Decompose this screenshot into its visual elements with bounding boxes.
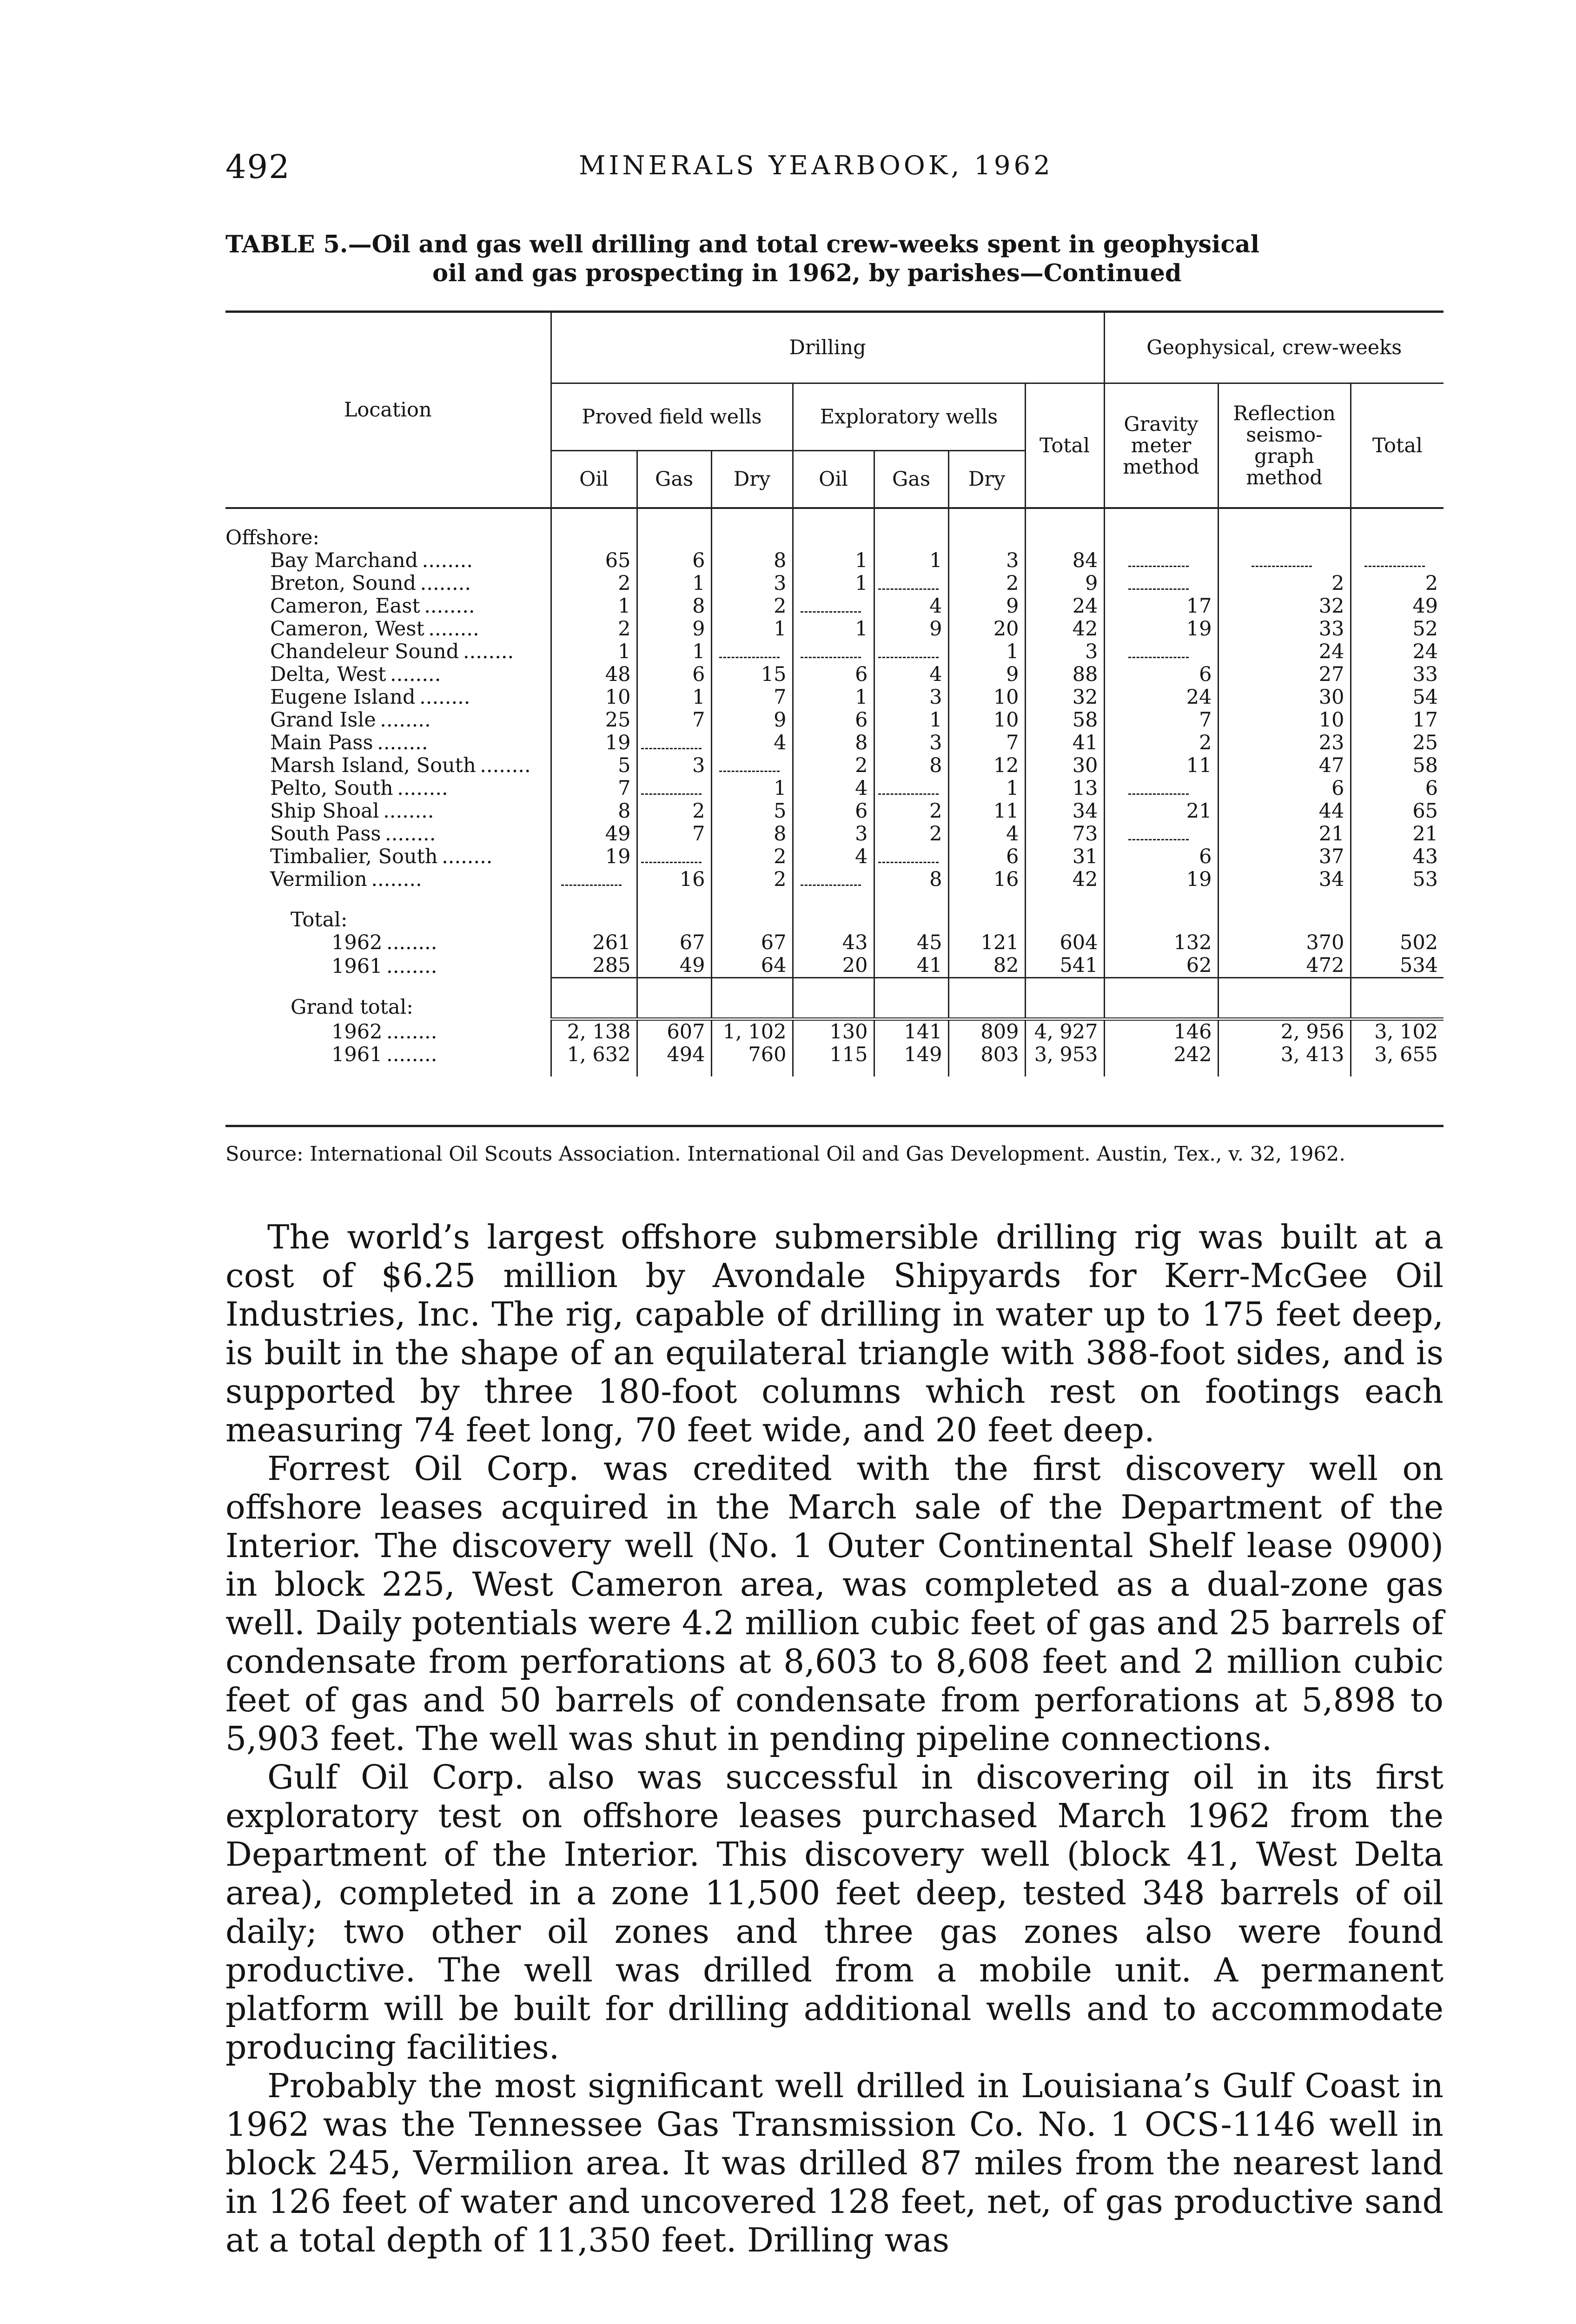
table-cell: 24 — [1104, 686, 1218, 709]
table-cell: 21 — [1351, 823, 1444, 845]
table-cell: 2 — [1218, 572, 1351, 595]
table-cell: 17 — [1104, 595, 1218, 618]
table-cell: 3 — [874, 732, 948, 754]
table-cell: 8 — [551, 800, 637, 823]
table-cell: 3 — [948, 549, 1025, 572]
table-cell: 84 — [1025, 549, 1104, 572]
table-cell: 541 — [1025, 954, 1104, 978]
row-label: 1961 ........ — [331, 954, 437, 978]
table-row — [225, 800, 1444, 823]
col-header-proved-gas: Gas — [637, 451, 711, 508]
table-caption-line-1: TABLE 5.—Oil and gas well drilling and total crew-weeks spent in geophysical — [225, 231, 1259, 258]
table-cell: 53 — [1351, 868, 1444, 891]
table-cell: 65 — [551, 549, 637, 572]
table-row — [225, 823, 1444, 845]
table-row — [225, 618, 1444, 640]
section-label-row — [225, 527, 1444, 549]
table-cell: 8 — [793, 732, 874, 754]
col-header-proved-dry: Dry — [711, 451, 793, 508]
table-cell — [874, 845, 948, 868]
table-cell: 9 — [948, 595, 1025, 618]
table-caption-line-2: oil and gas prospecting in 1962, by parishes—Continued — [432, 259, 1182, 287]
table-cell: 30 — [1025, 754, 1104, 777]
paragraph: Probably the most significant well drilled in Louisiana’s Gulf Coast in 1962 was the Tennessee Gas Transmission Co. No. 1 OCS-1146 well in block 245, Vermilion area. It was drilled 87 miles from the nearest land in 126 feet of water and uncovered 128 feet, net, of gas productive sand at a total depth of 11,350 feet. Drilling was — [225, 2067, 1444, 2259]
table-cell: 3 — [874, 686, 948, 709]
table-cell: 4 — [793, 777, 874, 800]
table-cell: 7 — [551, 777, 637, 800]
table-cell: 115 — [793, 1043, 874, 1066]
table-cell: 1 — [711, 618, 793, 640]
table-cell: 10 — [1218, 709, 1351, 732]
row-label: Marsh Island, South ........ — [270, 754, 531, 777]
table-cell: 42 — [1025, 618, 1104, 640]
row-label: Timbalier, South ........ — [270, 845, 493, 868]
table-cell: 43 — [1351, 845, 1444, 868]
row-label: Chandeleur Sound ........ — [270, 640, 514, 663]
table-cell: 6 — [793, 709, 874, 732]
table-cell: 32 — [1025, 686, 1104, 709]
table-cell: 1, 632 — [551, 1043, 637, 1066]
table-cell — [637, 777, 711, 800]
col-group-proved-field-wells: Proved field wells — [551, 383, 793, 451]
table-row — [225, 777, 1444, 800]
table-cell: 760 — [711, 1043, 793, 1066]
table-cell — [711, 754, 793, 777]
table-cell: 6 — [637, 663, 711, 686]
section-label-row — [225, 909, 1444, 931]
table-cell: 2 — [551, 618, 637, 640]
col-header-exploratory-dry: Dry — [948, 451, 1025, 508]
grand-total-row — [225, 1043, 1444, 1066]
table-cell: 20 — [793, 954, 874, 978]
table-cell: 6 — [793, 800, 874, 823]
table-cell: 32 — [1218, 595, 1351, 618]
col-header-geophysical-total: Total — [1351, 383, 1444, 508]
table-cell: 44 — [1218, 800, 1351, 823]
running-title: MINERALS YEARBOOK, 1962 — [579, 151, 1053, 181]
table-body — [225, 508, 1444, 1076]
table-cell: 20 — [948, 618, 1025, 640]
table-cell — [793, 595, 874, 618]
table-cell: 7 — [948, 732, 1025, 754]
table-cell: 48 — [551, 663, 637, 686]
table-cell: 8 — [711, 823, 793, 845]
table-cell — [1104, 823, 1218, 845]
table-cell: 19 — [551, 732, 637, 754]
table-cell: 10 — [551, 686, 637, 709]
table-cell: 64 — [711, 954, 793, 978]
table-cell: 2 — [551, 572, 637, 595]
table-cell: 1 — [637, 686, 711, 709]
table-cell: 1 — [637, 572, 711, 595]
table-cell — [711, 640, 793, 663]
table-cell: 52 — [1351, 618, 1444, 640]
table-cell — [874, 640, 948, 663]
grand-total-row — [225, 1019, 1444, 1043]
table-cell: 2, 956 — [1218, 1019, 1351, 1043]
table-cell: 54 — [1351, 686, 1444, 709]
section-label: Total: — [291, 908, 348, 931]
table-cell: 10 — [948, 686, 1025, 709]
table-cell: 9 — [1025, 572, 1104, 595]
table-cell: 121 — [948, 931, 1025, 954]
col-header-drilling-total: Total — [1025, 383, 1104, 508]
table-cell: 19 — [551, 845, 637, 868]
table-cell: 6 — [793, 663, 874, 686]
table-cell: 9 — [711, 709, 793, 732]
table-cell: 33 — [1351, 663, 1444, 686]
table-cell: 1 — [948, 640, 1025, 663]
table-cell — [1104, 777, 1218, 800]
table-cell — [874, 572, 948, 595]
col-group-exploratory-wells: Exploratory wells — [793, 383, 1025, 451]
table-cell: 2 — [711, 845, 793, 868]
table-cell: 3 — [637, 754, 711, 777]
drilling-geophysical-table — [225, 310, 1444, 1076]
table-cell — [1104, 640, 1218, 663]
table-cell: 5 — [551, 754, 637, 777]
table-cell: 2 — [793, 754, 874, 777]
source-note: Source: International Oil Scouts Association. International Oil and Gas Development. Austin, Tex., v. 32, 1962. — [225, 1142, 1345, 1166]
table-cell: 9 — [948, 663, 1025, 686]
table-cell — [1104, 572, 1218, 595]
table-row — [225, 595, 1444, 618]
table-cell: 13 — [1025, 777, 1104, 800]
table-row — [225, 845, 1444, 868]
total-row — [225, 931, 1444, 954]
table-cell: 16 — [948, 868, 1025, 891]
table-cell: 2 — [1104, 732, 1218, 754]
table-cell: 1 — [874, 549, 948, 572]
table-cell: 24 — [1351, 640, 1444, 663]
section-label: Grand total: — [291, 996, 413, 1019]
col-header-reflection-seismograph: Reflection seismo-graph method — [1218, 383, 1351, 508]
table-cell: 67 — [637, 931, 711, 954]
table-cell: 43 — [793, 931, 874, 954]
table-cell: 1 — [793, 686, 874, 709]
table-cell: 4, 927 — [1025, 1019, 1104, 1043]
table-cell: 3 — [793, 823, 874, 845]
table-row — [225, 549, 1444, 572]
table-cell: 37 — [1218, 845, 1351, 868]
running-head — [225, 148, 1444, 190]
table-cell: 146 — [1104, 1019, 1218, 1043]
table-cell: 8 — [874, 754, 948, 777]
table-cell: 4 — [711, 732, 793, 754]
paragraph: Gulf Oil Corp. also was successful in discovering oil in its first exploratory test on offshore leases purchased March 1962 from the Department of the Interior. This discovery well (block 41, West Delta area), completed in a zone 11,500 feet deep, tested 348 barrels of oil daily; two other oil zones and three gas zones also were found productive. The well was drilled from a mobile unit. A permanent platform will be built for drilling additional wells and to accommodate producing facilities. — [225, 1758, 1444, 2067]
table-cell: 34 — [1025, 800, 1104, 823]
table-cell: 4 — [948, 823, 1025, 845]
table-cell: 4 — [874, 595, 948, 618]
col-header-proved-oil: Oil — [551, 451, 637, 508]
table-cell: 42 — [1025, 868, 1104, 891]
table-cell: 1 — [793, 572, 874, 595]
table-cell: 88 — [1025, 663, 1104, 686]
table-cell: 4 — [874, 663, 948, 686]
table-cell: 33 — [1218, 618, 1351, 640]
table-cell: 41 — [1025, 732, 1104, 754]
table-cell: 242 — [1104, 1043, 1218, 1066]
col-header-gravity-meter: Gravity meter method — [1104, 383, 1218, 508]
table-cell: 2 — [1351, 572, 1444, 595]
table-cell: 21 — [1218, 823, 1351, 845]
table-cell — [637, 732, 711, 754]
table-cell: 604 — [1025, 931, 1104, 954]
table-cell: 19 — [1104, 618, 1218, 640]
table-cell: 19 — [1104, 868, 1218, 891]
table-cell: 3, 953 — [1025, 1043, 1104, 1066]
table-cell — [551, 868, 637, 891]
paragraph: The world’s largest offshore submersible drilling rig was built at a cost of $6.25 million by Avondale Shipyards for Kerr-McGee Oil Industries, Inc. The rig, capable of drilling in water up to 175 feet deep, is built in the shape of an equilateral triangle with 388-foot sides, and is supported by three 180-foot columns which rest on footings each measuring 74 feet long, 70 feet wide, and 20 feet deep. — [225, 1218, 1444, 1449]
table-row — [225, 572, 1444, 595]
table-cell: 15 — [711, 663, 793, 686]
table-cell: 62 — [1104, 954, 1218, 978]
table-cell: 4 — [793, 845, 874, 868]
table-row — [225, 868, 1444, 891]
table-cell: 7 — [1104, 709, 1218, 732]
table-cell: 285 — [551, 954, 637, 978]
table-cell: 17 — [1351, 709, 1444, 732]
table-cell: 65 — [1351, 800, 1444, 823]
table-cell: 24 — [1218, 640, 1351, 663]
table-cell: 3, 102 — [1351, 1019, 1444, 1043]
row-label: 1962 ........ — [331, 931, 437, 954]
col-header-exploratory-oil: Oil — [793, 451, 874, 508]
table-cell: 9 — [637, 618, 711, 640]
col-header-location: Location — [225, 312, 551, 508]
table-cell: 2 — [637, 800, 711, 823]
table-cell: 73 — [1025, 823, 1104, 845]
table-row — [225, 640, 1444, 663]
table-cell: 1 — [874, 709, 948, 732]
table-row — [225, 686, 1444, 709]
row-label: South Pass ........ — [270, 822, 436, 845]
total-row — [225, 954, 1444, 978]
row-label: Grand Isle ........ — [270, 708, 431, 732]
table-cell: 58 — [1351, 754, 1444, 777]
table-cell: 502 — [1351, 931, 1444, 954]
col-group-geophysical: Geophysical, crew-weeks — [1104, 312, 1444, 383]
table-cell: 67 — [711, 931, 793, 954]
table-cell: 10 — [948, 709, 1025, 732]
table-cell — [1351, 549, 1444, 572]
row-label: Main Pass ........ — [270, 731, 428, 754]
table-cell: 1 — [551, 640, 637, 663]
row-label: 1961 ........ — [331, 1043, 437, 1066]
table-cell: 472 — [1218, 954, 1351, 978]
row-label: Vermilion ........ — [270, 868, 422, 891]
table-cell: 7 — [637, 709, 711, 732]
table-cell: 21 — [1104, 800, 1218, 823]
table-row — [225, 732, 1444, 754]
row-label: Eugene Island ........ — [270, 686, 470, 709]
table-cell: 6 — [1104, 663, 1218, 686]
table-cell: 2 — [711, 595, 793, 618]
table-cell — [1104, 549, 1218, 572]
table-cell — [874, 777, 948, 800]
table-cell: 41 — [874, 954, 948, 978]
table-cell: 16 — [637, 868, 711, 891]
table-cell — [793, 868, 874, 891]
table-cell: 58 — [1025, 709, 1104, 732]
table-cell: 30 — [1218, 686, 1351, 709]
table-caption — [225, 230, 1444, 288]
row-label: Cameron, East ........ — [270, 594, 475, 618]
table-cell: 27 — [1218, 663, 1351, 686]
table-cell: 3 — [711, 572, 793, 595]
table-cell: 6 — [1218, 777, 1351, 800]
table-cell: 23 — [1218, 732, 1351, 754]
table-cell: 45 — [874, 931, 948, 954]
table-cell: 8 — [711, 549, 793, 572]
section-label: Offshore: — [225, 526, 319, 549]
table-row — [225, 709, 1444, 732]
table-cell: 49 — [1351, 595, 1444, 618]
table-cell — [1218, 549, 1351, 572]
table-cell: 8 — [637, 595, 711, 618]
table-cell: 31 — [1025, 845, 1104, 868]
table-cell: 3, 655 — [1351, 1043, 1444, 1066]
table-cell: 494 — [637, 1043, 711, 1066]
row-label: Bay Marchand ........ — [270, 549, 473, 572]
table-cell: 25 — [551, 709, 637, 732]
table-cell: 534 — [1351, 954, 1444, 978]
table-cell: 6 — [637, 549, 711, 572]
row-label: Ship Shoal ........ — [270, 799, 434, 823]
table-cell: 8 — [874, 868, 948, 891]
table-row — [225, 663, 1444, 686]
table-cell: 24 — [1025, 595, 1104, 618]
table-cell: 2 — [874, 800, 948, 823]
table-cell: 370 — [1218, 931, 1351, 954]
table-bottom-rule — [225, 1125, 1444, 1127]
row-label: Cameron, West ........ — [270, 617, 479, 640]
table-cell: 1 — [711, 777, 793, 800]
paragraph: Forrest Oil Corp. was credited with the first discovery well on offshore leases acquired in the March sale of the Department of the Interior. The discovery well (No. 1 Outer Continental Shelf lease 0900) in block 225, West Cameron area, was completed as a dual-zone gas well. Daily potentials were 4.2 million cubic feet of gas and 25 barrels of condensate from perforations at 8,603 to 8,608 feet and 2 million cubic feet of gas and 50 barrels of condensate from perforations at 5,898 to 5,903 feet. The well was shut in pending pipeline connections. — [225, 1449, 1444, 1758]
table-cell: 5 — [711, 800, 793, 823]
table-cell: 1 — [948, 777, 1025, 800]
row-label: Delta, West ........ — [270, 663, 441, 686]
page-number: 492 — [225, 148, 291, 186]
table-cell: 7 — [637, 823, 711, 845]
table-cell: 1 — [637, 640, 711, 663]
table-cell: 1 — [793, 549, 874, 572]
table-cell: 11 — [1104, 754, 1218, 777]
table-cell: 1 — [793, 618, 874, 640]
table-cell: 2 — [948, 572, 1025, 595]
table-cell: 2, 138 — [551, 1019, 637, 1043]
row-label: Pelto, South ........ — [270, 777, 448, 800]
table-row — [225, 754, 1444, 777]
col-group-drilling: Drilling — [551, 312, 1104, 383]
table-cell: 82 — [948, 954, 1025, 978]
table-cell: 11 — [948, 800, 1025, 823]
table-cell: 34 — [1218, 868, 1351, 891]
table-cell: 9 — [874, 618, 948, 640]
table-cell: 261 — [551, 931, 637, 954]
table-cell: 1 — [551, 595, 637, 618]
row-label: Breton, Sound ........ — [270, 572, 471, 595]
table-cell: 132 — [1104, 931, 1218, 954]
section-label-row — [225, 996, 1444, 1019]
col-header-exploratory-gas: Gas — [874, 451, 948, 508]
table-cell: 141 — [874, 1019, 948, 1043]
table-cell — [793, 640, 874, 663]
table-cell: 7 — [711, 686, 793, 709]
table-cell: 25 — [1351, 732, 1444, 754]
table-cell: 809 — [948, 1019, 1025, 1043]
table-cell: 6 — [1104, 845, 1218, 868]
table-cell: 149 — [874, 1043, 948, 1066]
table-cell: 803 — [948, 1043, 1025, 1066]
body-text — [225, 1218, 1444, 2259]
table-cell: 130 — [793, 1019, 874, 1043]
table-cell: 49 — [637, 954, 711, 978]
table-cell: 2 — [874, 823, 948, 845]
row-label: 1962 ........ — [331, 1020, 437, 1043]
table-cell: 607 — [637, 1019, 711, 1043]
table-cell: 2 — [711, 868, 793, 891]
table-cell: 12 — [948, 754, 1025, 777]
table-cell: 47 — [1218, 754, 1351, 777]
table-cell: 49 — [551, 823, 637, 845]
table-cell: 3, 413 — [1218, 1043, 1351, 1066]
table-cell: 6 — [948, 845, 1025, 868]
table-cell: 1, 102 — [711, 1019, 793, 1043]
table-cell — [637, 845, 711, 868]
table-cell: 6 — [1351, 777, 1444, 800]
table-cell: 3 — [1025, 640, 1104, 663]
